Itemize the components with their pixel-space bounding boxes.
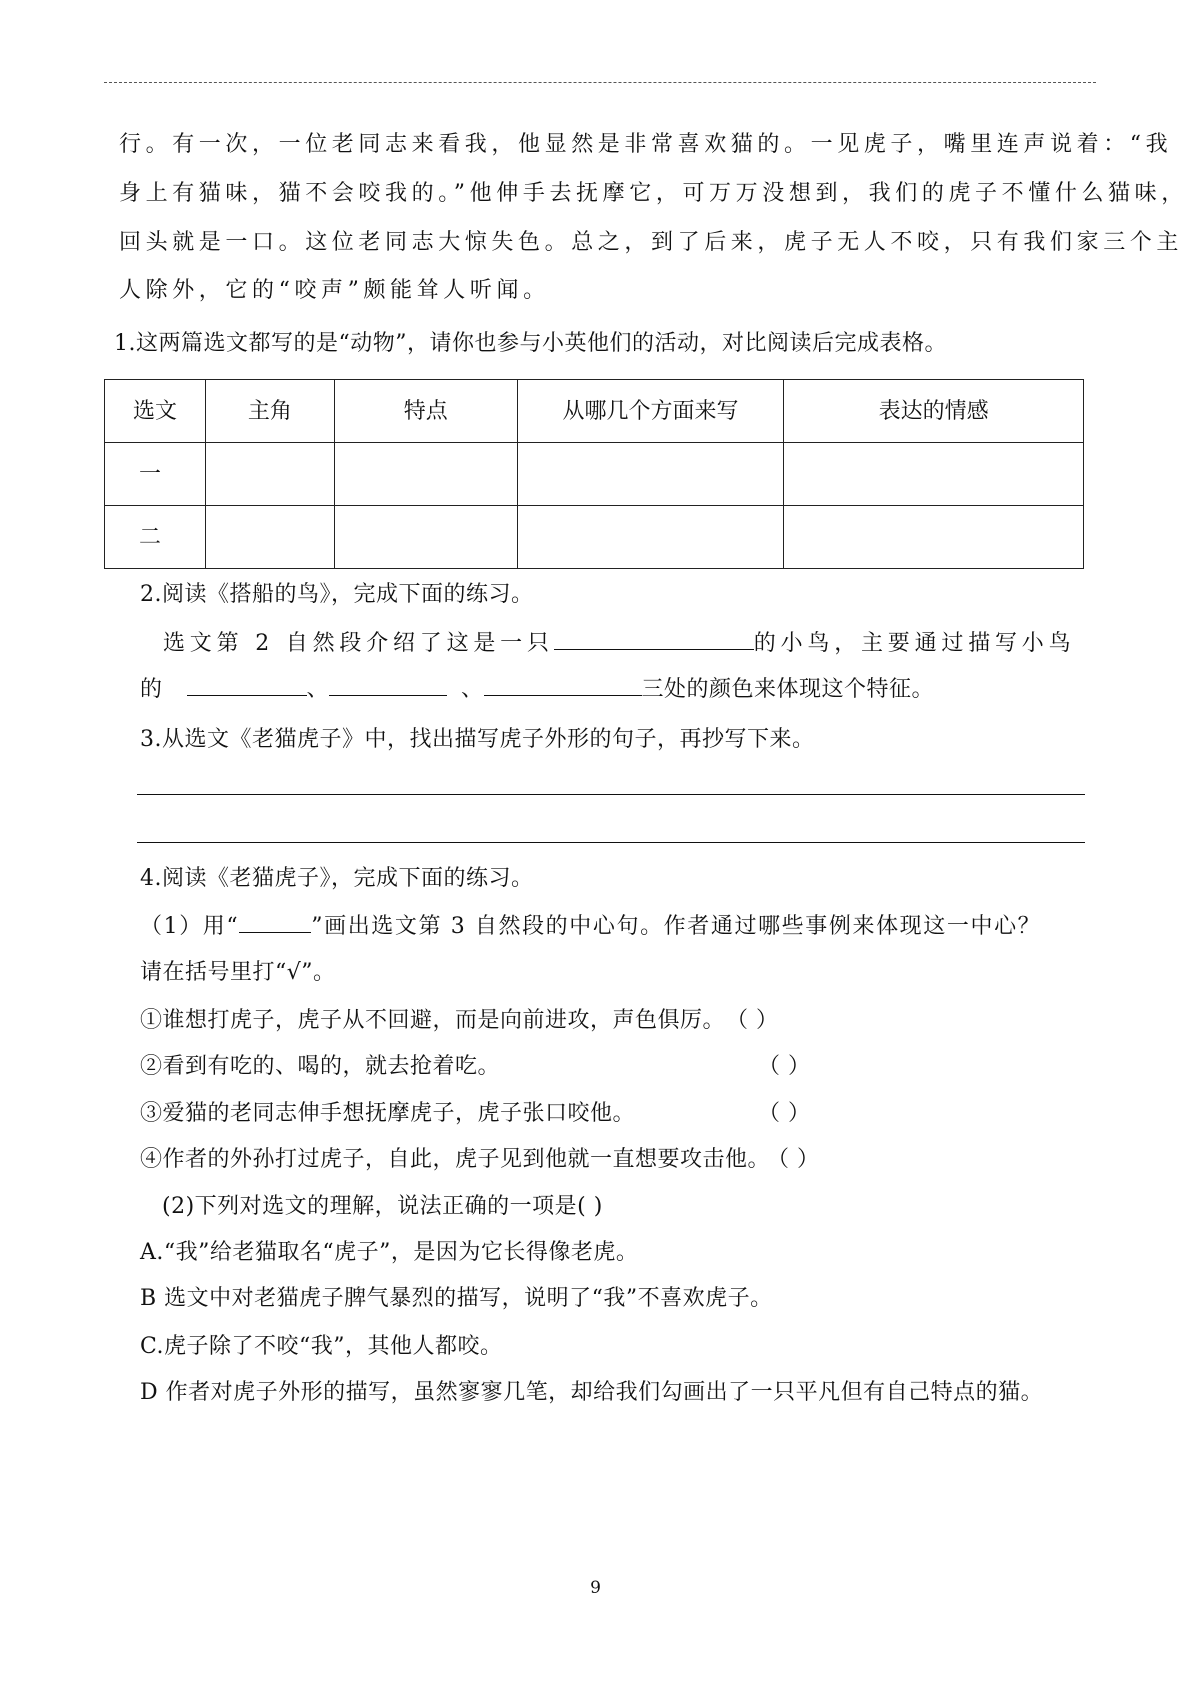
table-answer-cell[interactable] bbox=[517, 443, 784, 506]
question-4-sub-2: (2)下列对选文的理解，说法正确的一项是( ) bbox=[162, 1194, 603, 1219]
fill-blank-3[interactable] bbox=[329, 673, 447, 696]
answer-line-1[interactable] bbox=[137, 794, 1085, 795]
answer-line-2[interactable] bbox=[137, 842, 1085, 843]
comparison-table bbox=[104, 379, 1084, 569]
table-row bbox=[105, 506, 1084, 569]
table-answer-cell[interactable] bbox=[784, 443, 1084, 506]
option-text: ③爱猫的老同志伸手想抚摩虎子，虎子张口咬他。 bbox=[140, 1101, 636, 1126]
table-row-label: 一 bbox=[105, 443, 206, 506]
question-2-text: 选文第 2 自然段介绍了这是一只 bbox=[163, 631, 554, 656]
separator: 、 bbox=[306, 677, 330, 702]
table-header-cell: 特点 bbox=[334, 380, 517, 443]
header-dashed-rule bbox=[104, 82, 1096, 83]
table-answer-cell[interactable] bbox=[205, 506, 334, 569]
page-number: 9 bbox=[590, 1578, 601, 1598]
answer-parens[interactable]: （ ） bbox=[737, 1008, 779, 1033]
table-row-label: 二 bbox=[105, 506, 206, 569]
fill-blank-2[interactable] bbox=[187, 673, 307, 696]
answer-parens[interactable]: （ ） bbox=[758, 1101, 811, 1126]
option-text: ④作者的外孙打过虎子，自此，虎子见到他就一直想要攻击他。 bbox=[140, 1147, 771, 1172]
question-2-prompt: 2.阅读《搭船的鸟》，完成下面的练习。 bbox=[140, 582, 534, 607]
question-2-line-1 bbox=[163, 627, 1075, 659]
table-header-cell: 表达的情感 bbox=[784, 380, 1084, 443]
choice-a: A.“我”给老猫取名“虎子”，是因为它长得像老虎。 bbox=[140, 1240, 639, 1265]
question-4-prompt: 4.阅读《老猫虎子》，完成下面的练习。 bbox=[140, 866, 534, 891]
table-header-cell: 主角 bbox=[205, 380, 334, 443]
choice-b: B 选文中对老猫虎子脾气暴烈的描写，说明了“我”不喜欢虎子。 bbox=[140, 1286, 773, 1311]
fill-blank-4[interactable] bbox=[484, 673, 642, 696]
option-item bbox=[140, 1145, 820, 1175]
option-item bbox=[140, 1052, 811, 1082]
option-text: ①谁想打虎子，虎子从不回避，而是向前进攻，声色俱厉。 bbox=[140, 1008, 726, 1033]
passage-line-2: 身上有猫味，猫不会咬我的。”他伸手去抚摩它，可万万没想到，我们的虎子不懂什么猫味， bbox=[119, 181, 1188, 206]
table-header-row bbox=[105, 380, 1084, 443]
question-3-prompt: 3.从选文《老猫虎子》中，找出描写虎子外形的句子，再抄写下来。 bbox=[140, 727, 815, 752]
choice-d: D 作者对虎子外形的描写，虽然寥寥几笔，却给我们勾画出了一只平凡但有自己特点的猫。 bbox=[140, 1380, 1044, 1405]
table-header-cell: 选文 bbox=[105, 380, 206, 443]
table-answer-cell[interactable] bbox=[205, 443, 334, 506]
option-text: ②看到有吃的、喝的，就去抢着吃。 bbox=[140, 1054, 501, 1079]
table-answer-cell[interactable] bbox=[334, 443, 517, 506]
option-item bbox=[140, 1099, 811, 1129]
table-header-cell: 从哪几个方面来写 bbox=[517, 380, 784, 443]
choice-c: C.虎子除了不咬“我”，其他人都咬。 bbox=[140, 1334, 503, 1359]
question-4-text: ”画出选文第 3 自然段的中心句。作者通过哪些事例来体现这一中心？ bbox=[311, 914, 1042, 939]
question-2-text: 的 bbox=[140, 677, 163, 702]
underline-sample bbox=[239, 910, 311, 933]
question-4-text: （1）用“ bbox=[140, 914, 240, 939]
table-answer-cell[interactable] bbox=[784, 506, 1084, 569]
fill-blank-1[interactable] bbox=[554, 627, 754, 650]
answer-parens[interactable]: （ ） bbox=[778, 1147, 820, 1172]
answer-parens[interactable]: （ ） bbox=[758, 1054, 811, 1079]
question-2-text: 的小鸟，主要通过描写小鸟 bbox=[753, 631, 1076, 656]
question-4-sub-1 bbox=[140, 910, 1041, 942]
passage-line-4: 人除外，它的“咬声”颇能耸人听闻。 bbox=[119, 278, 550, 303]
passage-line-1: 行。有一次，一位老同志来看我，他显然是非常喜欢猫的。一见虎子，嘴里连声说着：“我 bbox=[119, 132, 1173, 157]
question-2-text: 三处的颜色来体现这个特征。 bbox=[641, 677, 935, 702]
passage-line-3: 回头就是一口。这位老同志大惊失色。总之，到了后来，虎子无人不咬，只有我们家三个主 bbox=[119, 230, 1184, 255]
table-row bbox=[105, 443, 1084, 506]
table-answer-cell[interactable] bbox=[517, 506, 784, 569]
question-4-sub-1-line-2: 请在括号里打“√”。 bbox=[140, 960, 336, 985]
question-1-prompt: 1.这两篇选文都写的是“动物”，请你也参与小英他们的活动，对比阅读后完成表格。 bbox=[114, 331, 947, 356]
question-2-line-2 bbox=[140, 673, 934, 705]
table-answer-cell[interactable] bbox=[334, 506, 517, 569]
separator: 、 bbox=[461, 677, 484, 702]
option-item bbox=[140, 1006, 779, 1036]
